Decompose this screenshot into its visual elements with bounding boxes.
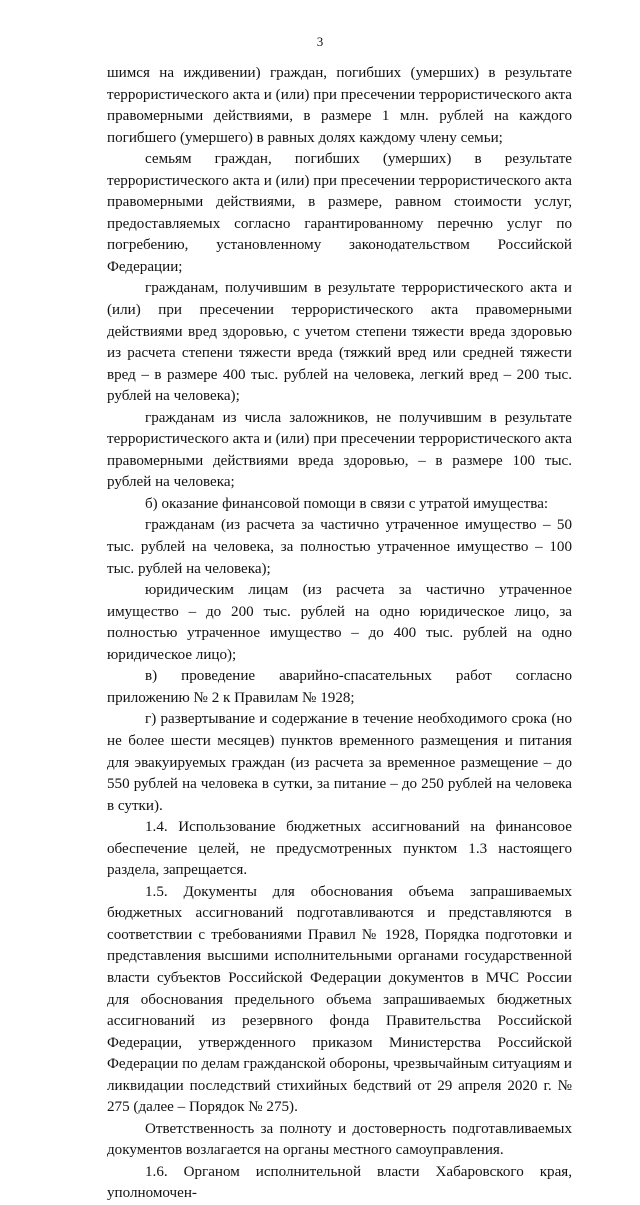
paragraph-responsibility: Ответственность за полноту и достоверность подготавливаемых документов возлагается на органы местного самоуправления. [107,1120,572,1159]
paragraph-health-harm: гражданам, получившим в результате террористического акта и (или) при пресечении террористического акта правомерными действиями вред здоровью, с учетом степени тяжести вреда здоровью из расчета степени тяжести вреда (тяжкий вред или средней тяжести вред – в размере 400 тыс. рублей на человека, легкий вред – 200 тыс. рублей на человека); [107,280,572,405]
paragraph-funeral-services: семьям граждан, погибших (умерших) в результате террористического акта и (или) при пресечении террористического акта правомерными действиями, в размере, равном стоимости услуг, предоставляемых согласно гарантированному перечню услуг по погребению, установленному законодательством Российской Федерации; [107,151,572,275]
paragraph-continuation-family-payments: шимся на иждивении) граждан, погибших (умерших) в результате террористического акта и (или) при пресечении террористического акта правомерными действиями, в размере 1 млн. рублей на каждого погибшего (умершего) в равных долях каждому члену семьи; [107,65,572,146]
paragraph-hostages: гражданам из числа заложников, не получившим в результате террористического акта и (или) при пресечении террористического акта правомерными действиями вреда здоровью, – в размере 100 тыс. рублей на человека; [107,409,572,491]
paragraph-item-g: г) развертывание и содержание в течение необходимого срока (но не более шести месяцев) пунктов временного размещения и питания для эвакуируемых граждан (из расчета за временное размещение – до 550 рублей на человека в сутки, за питание – до 250 рублей на человека в сутки). [107,711,572,814]
paragraph-legal-entities-property: юридическим лицам (из расчета за частично утраченное имущество – до 200 тыс. рублей на одно юридическое лицо, за полностью утраченное имущество – до 400 тыс. рублей на одно юридическое лицо); [107,582,572,663]
paragraph-item-v: в) проведение аварийно-спасательных работ согласно приложению № 2 к Правилам № 1928; [107,668,572,706]
paragraph-section-1-6: 1.6. Органом исполнительной власти Хабаровского края, уполномочен- [107,1163,572,1202]
paragraph-item-b: б) оказание финансовой помощи в связи с утратой имущества: [145,495,549,512]
paragraph-section-1-5: 1.5. Документы для обоснования объема запрашиваемых бюджетных ассигнований подготавливаются и представляются в соответствии с требованиями Правил № 1928, Порядка подготовки и представления высшими исполнительными органами государственной власти субъектов Российской Федерации документов в МЧС России для обоснования предельного объема запрашиваемых бюджетных ассигнований из резервного фонда Правительства Российской Федерации, утвержденного приказом Министерства Российской Федерации по делам гражданской обороны, чрезвычайным ситуациям и ликвидации последствий стихийных бедствий от 29 апреля 2020 г. № 275 (далее – Порядок № 275). [107,883,572,1116]
paragraph-citizens-property: гражданам (из расчета за частично утраченное имущество – 50 тыс. рублей на человека, за полностью утраченное имущество – 100 тыс. рублей на человека); [107,517,572,577]
document-body [107,63,572,1205]
paragraph-section-1-4: 1.4. Использование бюджетных ассигнований на финансовое обеспечение целей, не предусмотренных пунктом 1.3 настоящего раздела, запрещается. [107,819,572,879]
page-number: 3 [316,34,324,49]
